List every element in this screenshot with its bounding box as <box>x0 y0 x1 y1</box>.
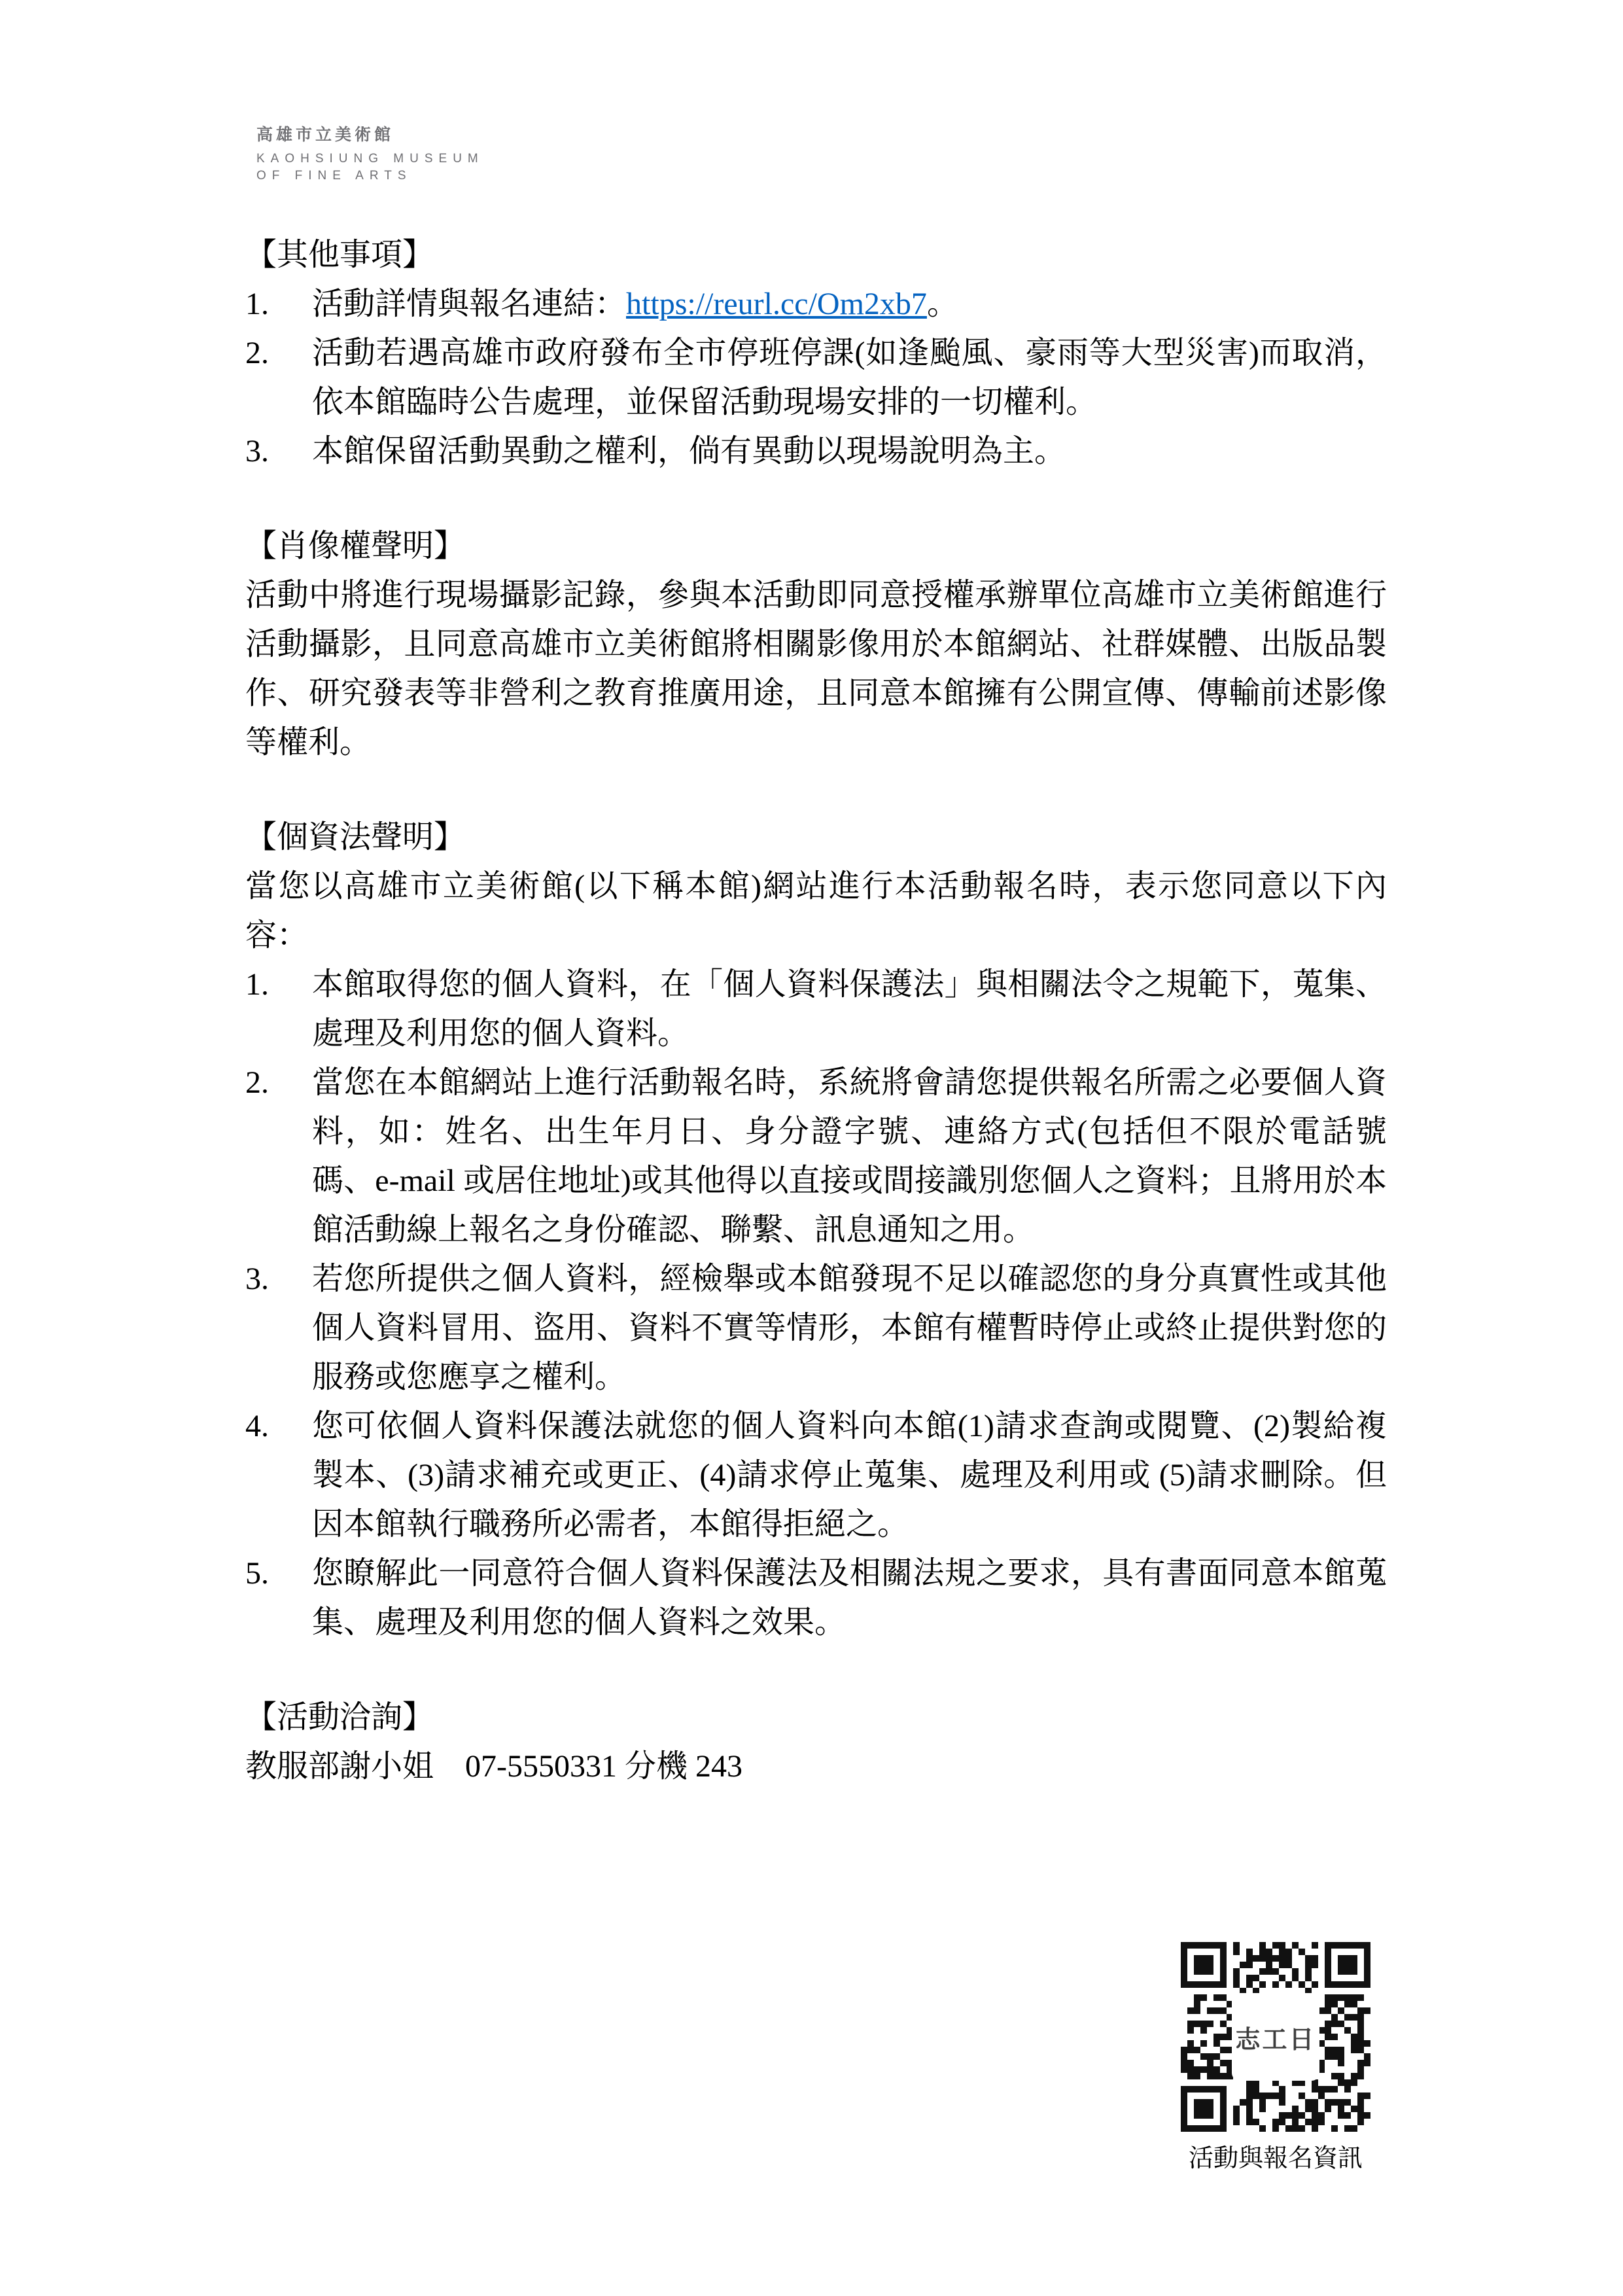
section-heading-other-notes: 【其他事項】 <box>245 238 434 272</box>
item-text <box>312 287 958 321</box>
list-item <box>245 1254 1387 1402</box>
registration-link[interactable]: https://reurl.cc/Om2xb7 <box>626 287 927 321</box>
qr-center-label: 志工日 <box>1232 1993 1319 2081</box>
item-text: 您瞭解此一同意符合個人資料保護法及相關法規之要求，具有書面同意本館蒐集、處理及利用您的個人資料之效果。 <box>312 1556 1387 1640</box>
list-item <box>245 1402 1387 1549</box>
section-heading-privacy: 【個資法聲明】 <box>245 820 466 855</box>
museum-logo <box>256 124 1387 185</box>
item-number: 5. <box>245 1556 269 1591</box>
item-text: 本館保留活動異動之權利，倘有異動以現場說明為主。 <box>312 434 1066 468</box>
item-text-post: 。 <box>926 287 958 321</box>
item-number: 3. <box>245 434 269 468</box>
list-item <box>245 1549 1387 1647</box>
qr-code-block <box>1181 1942 1370 2175</box>
item-text: 您可依個人資料保護法就您的個人資料向本館(1)請求查詢或閱覽、(2)製給複製本、(3)請求補充或更正、(4)請求停止蒐集、處理及利用或 (5)請求刪除。但因本館執行職務所必需者，本館得拒絕之。 <box>312 1409 1387 1542</box>
item-text: 若您所提供之個人資料，經檢舉或本館發現不足以確認您的身分真實性或其他個人資料冒用、盜用、資料不實等情形，本館有權暫時停止或終止提供對您的服務或您應享之權利。 <box>312 1262 1387 1394</box>
item-text: 當您在本館網站上進行活動報名時，系統將會請您提供報名所需之必要個人資料，如：姓名、出生年月日、身分證字號、連絡方式(包括但不限於電話號碼、e-mail 或居住地址)或其他得以直接或間接識別您個人之資料；且將用於本館活動線上報名之身份確認、聯繫、訊息通知之用。 <box>312 1065 1387 1247</box>
item-number: 1. <box>245 287 269 321</box>
qr-caption: 活動與報名資訊 <box>1188 2145 1363 2172</box>
list-item <box>245 427 1387 476</box>
privacy-intro: 當您以高雄市立美術館(以下稱本館)網站進行本活動報名時，表示您同意以下內容： <box>245 869 1387 953</box>
portrait-rights-body: 活動中將進行現場攝影記錄，參與本活動即同意授權承辦單位高雄市立美術館進行活動攝影，且同意高雄市立美術館將相關影像用於本館網站、社群媒體、出版品製作、研究發表等非營利之教育推廣用途，且同意本館擁有公開宣傳、傳輸前述影像等權利。 <box>245 578 1387 760</box>
item-number: 2. <box>245 1065 269 1100</box>
item-number: 2. <box>245 336 269 370</box>
section-heading-portrait-rights: 【肖像權聲明】 <box>245 529 466 563</box>
list-item <box>245 1058 1387 1254</box>
item-text: 活動若遇高雄市政府發布全市停班停課(如逢颱風、豪雨等大型災害)而取消，依本館臨時公告處理，並保留活動現場安排的一切權利。 <box>312 336 1387 419</box>
contact-line: 教服部謝小姐 07-5550331 分機 243 <box>245 1749 742 1784</box>
item-text: 本館取得您的個人資料，在「個人資料保護法」與相關法令之規範下，蒐集、處理及利用您的個人資料。 <box>312 967 1387 1051</box>
document-content <box>245 124 1387 1791</box>
list-item <box>245 960 1387 1058</box>
item-text-pre: 活動詳情與報名連結： <box>312 287 627 321</box>
museum-logo-chinese: 高雄市立美術館 <box>256 126 394 144</box>
museum-logo-english-line1: KAOHSIUNG MUSEUM <box>256 152 484 166</box>
item-number: 4. <box>245 1409 269 1443</box>
list-item <box>245 328 1387 427</box>
item-number: 3. <box>245 1262 269 1296</box>
section-heading-contact: 【活動洽詢】 <box>245 1700 434 1735</box>
museum-logo-english-line2: OF FINE ARTS <box>256 169 412 183</box>
item-number: 1. <box>245 967 269 1002</box>
list-item <box>245 279 1387 328</box>
